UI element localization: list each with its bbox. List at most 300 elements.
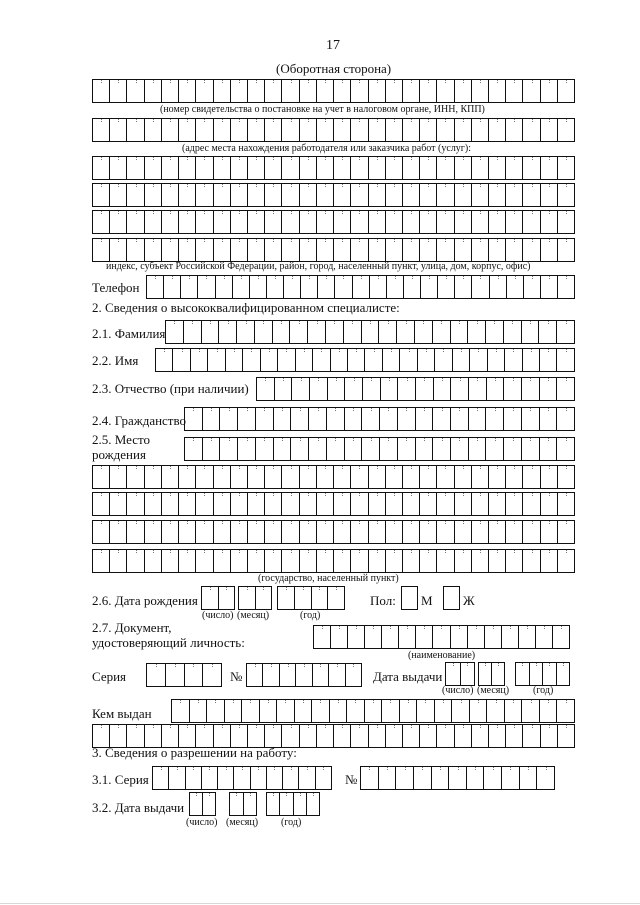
character-cell[interactable] — [351, 118, 368, 142]
character-cell[interactable] — [317, 156, 334, 180]
character-cell[interactable] — [386, 156, 403, 180]
character-cell[interactable] — [248, 520, 265, 544]
character-cell[interactable] — [502, 625, 519, 649]
character-cell[interactable] — [420, 79, 437, 103]
character-cell[interactable] — [351, 465, 368, 489]
character-cell[interactable] — [435, 699, 453, 723]
character-cell[interactable] — [312, 699, 330, 723]
character-cell[interactable] — [418, 348, 435, 372]
character-cell[interactable] — [318, 275, 335, 299]
character-cell[interactable] — [381, 377, 399, 401]
character-cell[interactable] — [127, 492, 144, 516]
character-cell[interactable] — [455, 492, 472, 516]
character-cell[interactable] — [110, 210, 127, 234]
character-cell[interactable] — [267, 792, 280, 816]
character-cell[interactable] — [280, 663, 296, 687]
character-cell[interactable] — [317, 79, 334, 103]
character-cell[interactable] — [537, 766, 555, 790]
character-cell[interactable] — [506, 238, 523, 262]
document-name-field[interactable] — [313, 625, 570, 649]
character-cell[interactable] — [316, 766, 332, 790]
character-cell[interactable] — [265, 118, 282, 142]
character-cell[interactable] — [208, 348, 225, 372]
character-cell[interactable] — [455, 79, 472, 103]
character-cell[interactable] — [317, 210, 334, 234]
character-cell[interactable] — [326, 320, 344, 344]
character-cell[interactable] — [362, 407, 380, 431]
character-cell[interactable] — [403, 183, 420, 207]
character-cell[interactable] — [190, 792, 203, 816]
character-cell[interactable] — [386, 549, 403, 573]
character-cell[interactable] — [93, 492, 110, 516]
character-cell[interactable] — [300, 549, 317, 573]
character-cell[interactable] — [522, 437, 540, 461]
character-cell[interactable] — [127, 549, 144, 573]
character-cell[interactable] — [312, 586, 329, 610]
character-cell[interactable] — [487, 377, 505, 401]
character-cell[interactable] — [398, 377, 416, 401]
character-cell[interactable] — [486, 407, 504, 431]
character-cell[interactable] — [403, 156, 420, 180]
character-cell[interactable] — [489, 210, 506, 234]
character-cell[interactable] — [404, 275, 421, 299]
character-cell[interactable] — [257, 377, 275, 401]
character-cell[interactable] — [506, 118, 523, 142]
character-cell[interactable] — [506, 724, 523, 748]
address-field-row-1[interactable] — [92, 118, 575, 142]
character-cell[interactable] — [369, 492, 386, 516]
character-cell[interactable] — [317, 118, 334, 142]
character-cell[interactable] — [523, 210, 540, 234]
character-cell[interactable] — [403, 520, 420, 544]
character-cell[interactable] — [400, 699, 418, 723]
character-cell[interactable] — [351, 156, 368, 180]
character-cell[interactable] — [558, 118, 575, 142]
character-cell[interactable] — [403, 238, 420, 262]
character-cell[interactable] — [523, 118, 540, 142]
character-cell[interactable] — [334, 549, 351, 573]
character-cell[interactable] — [334, 520, 351, 544]
character-cell[interactable] — [216, 275, 233, 299]
character-cell[interactable] — [280, 792, 293, 816]
character-cell[interactable] — [261, 348, 278, 372]
character-cell[interactable] — [351, 238, 368, 262]
character-cell[interactable] — [308, 320, 326, 344]
character-cell[interactable] — [331, 348, 348, 372]
character-cell[interactable] — [233, 275, 250, 299]
character-cell[interactable] — [455, 275, 472, 299]
character-cell[interactable] — [539, 320, 557, 344]
character-cell[interactable] — [191, 348, 208, 372]
address-field-row-2[interactable] — [92, 156, 575, 180]
character-cell[interactable] — [489, 549, 506, 573]
character-cell[interactable] — [400, 348, 417, 372]
character-cell[interactable] — [369, 210, 386, 234]
character-cell[interactable] — [231, 118, 248, 142]
character-cell[interactable] — [386, 118, 403, 142]
character-cell[interactable] — [282, 156, 299, 180]
character-cell[interactable] — [93, 465, 110, 489]
character-cell[interactable] — [558, 79, 575, 103]
character-cell[interactable] — [300, 492, 317, 516]
character-cell[interactable] — [420, 549, 437, 573]
character-cell[interactable] — [145, 520, 162, 544]
character-cell[interactable] — [265, 79, 282, 103]
character-cell[interactable] — [438, 275, 455, 299]
character-cell[interactable] — [379, 320, 397, 344]
character-cell[interactable] — [382, 625, 399, 649]
birthplace-field-row-3[interactable] — [92, 492, 575, 516]
character-cell[interactable] — [420, 118, 437, 142]
character-cell[interactable] — [331, 625, 348, 649]
character-cell[interactable] — [346, 663, 362, 687]
character-cell[interactable] — [334, 156, 351, 180]
character-cell[interactable] — [452, 699, 470, 723]
character-cell[interactable] — [248, 183, 265, 207]
character-cell[interactable] — [278, 586, 295, 610]
character-cell[interactable] — [275, 377, 293, 401]
character-cell[interactable] — [543, 662, 557, 686]
character-cell[interactable] — [296, 348, 313, 372]
character-cell[interactable] — [186, 766, 202, 790]
character-cell[interactable] — [313, 663, 329, 687]
character-cell[interactable] — [166, 663, 185, 687]
character-cell[interactable] — [214, 118, 231, 142]
character-cell[interactable] — [248, 210, 265, 234]
character-cell[interactable] — [433, 437, 451, 461]
character-cell[interactable] — [386, 465, 403, 489]
birth-year-field[interactable] — [277, 586, 345, 610]
character-cell[interactable] — [453, 348, 470, 372]
character-cell[interactable] — [492, 662, 505, 686]
character-cell[interactable] — [310, 377, 328, 401]
character-cell[interactable] — [145, 210, 162, 234]
character-cell[interactable] — [489, 183, 506, 207]
character-cell[interactable] — [247, 663, 263, 687]
character-cell[interactable] — [386, 79, 403, 103]
character-cell[interactable] — [506, 79, 523, 103]
character-cell[interactable] — [179, 79, 196, 103]
character-cell[interactable] — [421, 275, 438, 299]
character-cell[interactable] — [505, 699, 523, 723]
character-cell[interactable] — [196, 156, 213, 180]
character-cell[interactable] — [93, 238, 110, 262]
character-cell[interactable] — [386, 724, 403, 748]
character-cell[interactable] — [248, 118, 265, 142]
patronymic-field[interactable] — [256, 377, 575, 401]
character-cell[interactable] — [147, 663, 166, 687]
character-cell[interactable] — [110, 238, 127, 262]
permit-series-field[interactable] — [152, 766, 332, 790]
character-cell[interactable] — [437, 183, 454, 207]
character-cell[interactable] — [530, 662, 544, 686]
character-cell[interactable] — [93, 118, 110, 142]
character-cell[interactable] — [214, 492, 231, 516]
birthplace-field-row-4[interactable] — [92, 520, 575, 544]
character-cell[interactable] — [110, 465, 127, 489]
character-cell[interactable] — [469, 437, 487, 461]
character-cell[interactable] — [179, 238, 196, 262]
character-cell[interactable] — [522, 320, 540, 344]
character-cell[interactable] — [127, 118, 144, 142]
character-cell[interactable] — [317, 520, 334, 544]
character-cell[interactable] — [231, 183, 248, 207]
character-cell[interactable] — [558, 492, 575, 516]
character-cell[interactable] — [437, 549, 454, 573]
character-cell[interactable] — [196, 492, 213, 516]
character-cell[interactable] — [334, 210, 351, 234]
character-cell[interactable] — [383, 348, 400, 372]
character-cell[interactable] — [490, 275, 507, 299]
character-cell[interactable] — [196, 549, 213, 573]
character-cell[interactable] — [219, 586, 236, 610]
character-cell[interactable] — [403, 549, 420, 573]
character-cell[interactable] — [472, 465, 489, 489]
character-cell[interactable] — [540, 407, 558, 431]
character-cell[interactable] — [472, 183, 489, 207]
character-cell[interactable] — [369, 238, 386, 262]
character-cell[interactable] — [250, 275, 267, 299]
character-cell[interactable] — [432, 766, 450, 790]
character-cell[interactable] — [489, 79, 506, 103]
character-cell[interactable] — [110, 79, 127, 103]
character-cell[interactable] — [507, 275, 524, 299]
character-cell[interactable] — [190, 699, 208, 723]
character-cell[interactable] — [433, 320, 451, 344]
character-cell[interactable] — [541, 238, 558, 262]
character-cell[interactable] — [267, 766, 283, 790]
character-cell[interactable] — [523, 183, 540, 207]
character-cell[interactable] — [145, 118, 162, 142]
character-cell[interactable] — [451, 407, 469, 431]
character-cell[interactable] — [166, 320, 184, 344]
character-cell[interactable] — [558, 520, 575, 544]
character-cell[interactable] — [489, 118, 506, 142]
character-cell[interactable] — [282, 118, 299, 142]
character-cell[interactable] — [369, 465, 386, 489]
birthplace-field-row-5[interactable] — [92, 549, 575, 573]
character-cell[interactable] — [335, 275, 352, 299]
character-cell[interactable] — [506, 492, 523, 516]
character-cell[interactable] — [433, 407, 451, 431]
character-cell[interactable] — [489, 520, 506, 544]
character-cell[interactable] — [244, 792, 258, 816]
character-cell[interactable] — [203, 437, 221, 461]
character-cell[interactable] — [479, 662, 492, 686]
character-cell[interactable] — [162, 549, 179, 573]
character-cell[interactable] — [386, 238, 403, 262]
character-cell[interactable] — [345, 437, 363, 461]
character-cell[interactable] — [265, 183, 282, 207]
character-cell[interactable] — [181, 275, 198, 299]
character-cell[interactable] — [300, 156, 317, 180]
character-cell[interactable] — [398, 437, 416, 461]
character-cell[interactable] — [282, 492, 299, 516]
permit-issue-year-field[interactable] — [266, 792, 320, 816]
character-cell[interactable] — [282, 183, 299, 207]
character-cell[interactable] — [220, 437, 238, 461]
character-cell[interactable] — [437, 79, 454, 103]
character-cell[interactable] — [369, 79, 386, 103]
character-cell[interactable] — [523, 549, 540, 573]
character-cell[interactable] — [127, 238, 144, 262]
character-cell[interactable] — [295, 586, 312, 610]
character-cell[interactable] — [147, 275, 164, 299]
birth-day-field[interactable] — [201, 586, 235, 610]
character-cell[interactable] — [557, 699, 575, 723]
character-cell[interactable] — [351, 549, 368, 573]
character-cell[interactable] — [214, 465, 231, 489]
character-cell[interactable] — [265, 465, 282, 489]
character-cell[interactable] — [541, 118, 558, 142]
character-cell[interactable] — [282, 520, 299, 544]
character-cell[interactable] — [403, 79, 420, 103]
character-cell[interactable] — [317, 465, 334, 489]
character-cell[interactable] — [506, 210, 523, 234]
birthplace-field-row-2[interactable] — [92, 465, 575, 489]
character-cell[interactable] — [248, 492, 265, 516]
character-cell[interactable] — [110, 156, 127, 180]
character-cell[interactable] — [344, 320, 362, 344]
character-cell[interactable] — [300, 238, 317, 262]
character-cell[interactable] — [417, 699, 435, 723]
character-cell[interactable] — [420, 724, 437, 748]
character-cell[interactable] — [437, 238, 454, 262]
character-cell[interactable] — [420, 183, 437, 207]
character-cell[interactable] — [437, 492, 454, 516]
character-cell[interactable] — [225, 699, 243, 723]
character-cell[interactable] — [127, 183, 144, 207]
citizenship-field[interactable] — [184, 407, 575, 431]
character-cell[interactable] — [369, 724, 386, 748]
character-cell[interactable] — [327, 437, 345, 461]
character-cell[interactable] — [472, 492, 489, 516]
character-cell[interactable] — [420, 156, 437, 180]
character-cell[interactable] — [455, 724, 472, 748]
character-cell[interactable] — [397, 320, 415, 344]
character-cell[interactable] — [127, 465, 144, 489]
character-cell[interactable] — [110, 549, 127, 573]
character-cell[interactable] — [179, 118, 196, 142]
character-cell[interactable] — [363, 377, 381, 401]
character-cell[interactable] — [127, 210, 144, 234]
character-cell[interactable] — [185, 437, 203, 461]
character-cell[interactable] — [256, 586, 273, 610]
character-cell[interactable] — [540, 348, 557, 372]
character-cell[interactable] — [93, 520, 110, 544]
character-cell[interactable] — [541, 275, 558, 299]
character-cell[interactable] — [265, 210, 282, 234]
character-cell[interactable] — [420, 210, 437, 234]
character-cell[interactable] — [231, 520, 248, 544]
character-cell[interactable] — [541, 79, 558, 103]
character-cell[interactable] — [558, 238, 575, 262]
character-cell[interactable] — [557, 407, 575, 431]
character-cell[interactable] — [379, 766, 397, 790]
character-cell[interactable] — [196, 79, 213, 103]
address-field-row-5[interactable] — [92, 238, 575, 262]
character-cell[interactable] — [309, 407, 327, 431]
character-cell[interactable] — [156, 348, 173, 372]
document-number-field[interactable] — [246, 663, 362, 687]
character-cell[interactable] — [399, 625, 416, 649]
character-cell[interactable] — [202, 586, 219, 610]
registration-number-field[interactable] — [92, 79, 575, 103]
character-cell[interactable] — [230, 792, 244, 816]
character-cell[interactable] — [437, 118, 454, 142]
character-cell[interactable] — [435, 348, 452, 372]
character-cell[interactable] — [127, 79, 144, 103]
character-cell[interactable] — [251, 766, 267, 790]
character-cell[interactable] — [202, 320, 220, 344]
character-cell[interactable] — [127, 520, 144, 544]
character-cell[interactable] — [449, 766, 467, 790]
character-cell[interactable] — [184, 320, 202, 344]
character-cell[interactable] — [256, 407, 274, 431]
character-cell[interactable] — [231, 465, 248, 489]
character-cell[interactable] — [420, 238, 437, 262]
character-cell[interactable] — [265, 520, 282, 544]
character-cell[interactable] — [540, 377, 558, 401]
character-cell[interactable] — [231, 492, 248, 516]
character-cell[interactable] — [282, 549, 299, 573]
character-cell[interactable] — [386, 210, 403, 234]
character-cell[interactable] — [203, 663, 222, 687]
character-cell[interactable] — [506, 549, 523, 573]
character-cell[interactable] — [145, 238, 162, 262]
document-series-field[interactable] — [146, 663, 222, 687]
character-cell[interactable] — [196, 520, 213, 544]
character-cell[interactable] — [196, 238, 213, 262]
character-cell[interactable] — [467, 766, 485, 790]
character-cell[interactable] — [472, 156, 489, 180]
character-cell[interactable] — [162, 156, 179, 180]
character-cell[interactable] — [334, 183, 351, 207]
character-cell[interactable] — [416, 437, 434, 461]
character-cell[interactable] — [153, 766, 169, 790]
character-cell[interactable] — [267, 275, 284, 299]
character-cell[interactable] — [127, 156, 144, 180]
character-cell[interactable] — [237, 320, 255, 344]
character-cell[interactable] — [362, 437, 380, 461]
character-cell[interactable] — [489, 465, 506, 489]
character-cell[interactable] — [347, 699, 365, 723]
character-cell[interactable] — [455, 210, 472, 234]
address-field-row-4[interactable] — [92, 210, 575, 234]
character-cell[interactable] — [334, 118, 351, 142]
character-cell[interactable] — [242, 699, 260, 723]
character-cell[interactable] — [300, 724, 317, 748]
character-cell[interactable] — [292, 377, 310, 401]
character-cell[interactable] — [214, 549, 231, 573]
character-cell[interactable] — [523, 156, 540, 180]
character-cell[interactable] — [558, 183, 575, 207]
character-cell[interactable] — [437, 465, 454, 489]
character-cell[interactable] — [516, 662, 530, 686]
character-cell[interactable] — [558, 210, 575, 234]
character-cell[interactable] — [294, 792, 307, 816]
character-cell[interactable] — [523, 520, 540, 544]
character-cell[interactable] — [296, 663, 312, 687]
character-cell[interactable] — [523, 724, 540, 748]
character-cell[interactable] — [557, 662, 571, 686]
character-cell[interactable] — [522, 407, 540, 431]
character-cell[interactable] — [416, 625, 433, 649]
character-cell[interactable] — [185, 663, 204, 687]
character-cell[interactable] — [317, 549, 334, 573]
character-cell[interactable] — [110, 520, 127, 544]
character-cell[interactable] — [380, 407, 398, 431]
